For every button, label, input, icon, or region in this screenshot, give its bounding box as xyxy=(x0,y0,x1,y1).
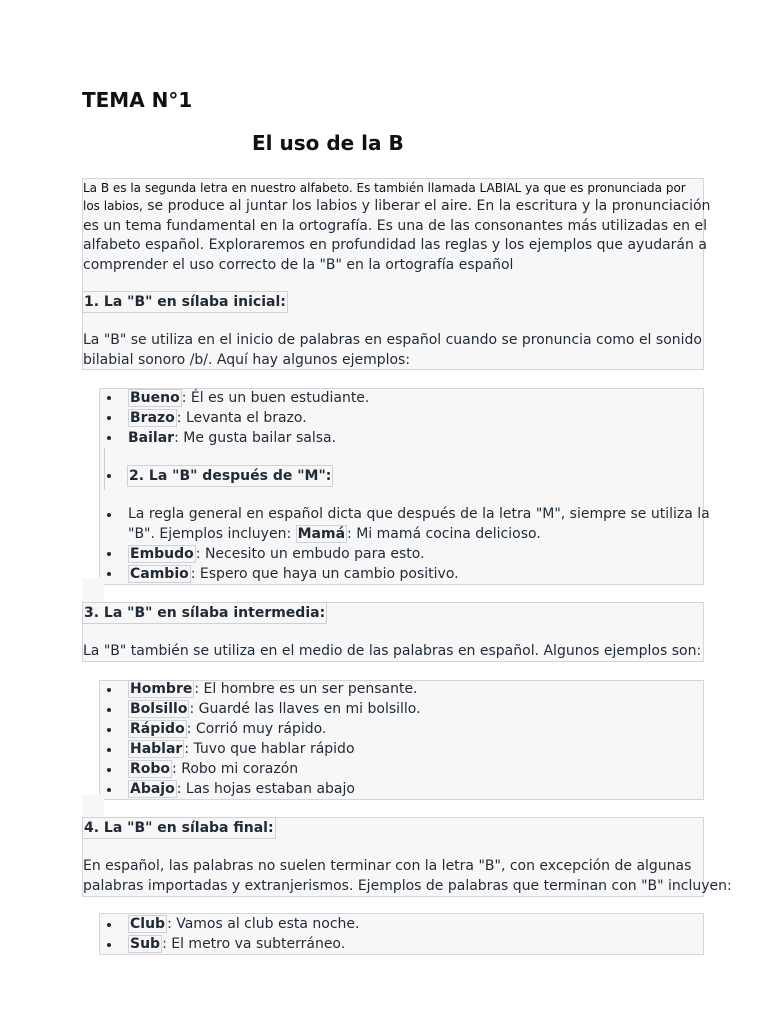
bullet-icon xyxy=(107,768,111,772)
intro-line-2 xyxy=(83,196,710,216)
bullet-icon xyxy=(107,416,111,420)
list-item xyxy=(128,564,459,584)
list-item xyxy=(128,759,298,779)
list-item xyxy=(128,934,345,954)
example-word: Abajo xyxy=(130,781,175,797)
example-text: : Tuvo que hablar rápido xyxy=(184,741,355,757)
example-text: : Guardé las llaves en mi bolsillo. xyxy=(189,701,421,717)
example-word: Robo xyxy=(130,761,171,777)
example-text: : Necesito un embudo para esto. xyxy=(195,546,425,562)
intro-line-2-start: los labios, xyxy=(83,199,143,213)
example-word: Club xyxy=(130,916,166,932)
list-item xyxy=(128,779,355,799)
intro-line-1: La B es la segunda letra en nuestro alfabeto. Es también llamada LABIAL ya que es pronunciada por xyxy=(83,181,686,195)
bullet-icon xyxy=(107,923,111,927)
example-word: Embudo xyxy=(130,546,194,562)
bullet-icon xyxy=(107,572,111,576)
section-4-heading: 4. La "B" en sílaba final: xyxy=(82,817,276,839)
list-item xyxy=(128,679,418,699)
intro-line-3: es un tema fundamental en la ortografía. Es una de las consonantes más utilizadas en el xyxy=(83,218,708,234)
example-word: Hablar xyxy=(130,741,183,757)
list-item xyxy=(128,544,425,564)
intro-line-2-rest: se produce al juntar los labios y liberar el aire. En la escritura y la pronunciación xyxy=(142,198,711,214)
example-text: : Mi mamá cocina delicioso. xyxy=(347,526,541,542)
bullet-icon xyxy=(107,748,111,752)
list-item xyxy=(128,719,326,739)
list-item xyxy=(128,408,307,428)
section-3-heading: 3. La "B" en sílaba intermedia: xyxy=(82,602,327,624)
example-text: : Él es un buen estudiante. xyxy=(181,390,370,406)
bullet-icon xyxy=(107,708,111,712)
list-item xyxy=(128,739,355,759)
example-word: Bailar xyxy=(128,430,175,446)
bullet-icon xyxy=(107,728,111,732)
section-2-rule-line-2 xyxy=(128,524,541,544)
section-2-rule-line-1: La regla general en español dicta que después de la letra "M", siempre se utiliza la xyxy=(128,506,710,522)
example-text: : Espero que haya un cambio positivo. xyxy=(190,566,459,582)
bullet-icon xyxy=(107,788,111,792)
example-word: Mamá xyxy=(297,526,346,542)
example-word: Bueno xyxy=(130,390,180,406)
example-text: : El hombre es un ser pensante. xyxy=(194,681,418,697)
example-word: Cambio xyxy=(130,566,189,582)
example-text: : Robo mi corazón xyxy=(172,761,299,777)
example-text: : Levanta el brazo. xyxy=(176,410,307,426)
bullet-icon xyxy=(107,513,111,517)
document-title: TEMA N°1 xyxy=(82,88,193,112)
bullet-icon xyxy=(107,396,111,400)
section-4-text-line-1: En español, las palabras no suelen terminar con la letra "B", con excepción de algunas xyxy=(83,858,692,874)
section-1-text-line-2: bilabial sonoro /b/. Aquí hay algunos ejemplos: xyxy=(83,352,411,368)
list-item xyxy=(128,914,359,934)
example-text: : El metro va subterráneo. xyxy=(162,936,346,952)
example-text: : Las hojas estaban abajo xyxy=(176,781,355,797)
rule-text-start: "B". Ejemplos incluyen: xyxy=(128,526,296,542)
section-1-text-line-1: La "B" se utiliza en el inicio de palabras en español cuando se pronuncia como el sonido xyxy=(83,332,702,348)
document-subtitle: El uso de la B xyxy=(252,131,404,155)
bullet-icon xyxy=(107,474,111,478)
bullet-icon xyxy=(107,943,111,947)
example-word: Sub xyxy=(130,936,161,952)
example-text: : Me gusta bailar salsa. xyxy=(174,430,337,446)
bullet-icon xyxy=(107,436,111,440)
bullet-icon xyxy=(107,552,111,556)
section-2-heading: 2. La "B" después de "M": xyxy=(127,465,333,487)
section-3-text: La "B" también se utiliza en el medio de las palabras en español. Algunos ejemplos son: xyxy=(83,643,702,659)
example-word: Hombre xyxy=(130,681,193,697)
spacer xyxy=(82,578,104,602)
intro-line-5: comprender el uso correcto de la "B" en la ortografía español xyxy=(83,257,514,273)
list-item xyxy=(128,699,421,719)
bullet-icon xyxy=(107,688,111,692)
example-word: Bolsillo xyxy=(130,701,188,717)
divider xyxy=(104,448,105,490)
list-item xyxy=(128,428,336,448)
list-item xyxy=(128,388,369,408)
section-4-text-line-2: palabras importadas y extranjerismos. Ejemplos de palabras que terminan con "B" incluyen: xyxy=(83,878,732,894)
section-1-heading: 1. La "B" en sílaba inicial: xyxy=(82,291,288,313)
spacer xyxy=(82,795,104,817)
example-word: Brazo xyxy=(130,410,175,426)
example-text: : Vamos al club esta noche. xyxy=(167,916,360,932)
example-word: Rápido xyxy=(130,721,185,737)
example-text: : Corrió muy rápido. xyxy=(186,721,327,737)
intro-line-4: alfabeto español. Exploraremos en profundidad las reglas y los ejemplos que ayudarán a xyxy=(83,237,707,253)
